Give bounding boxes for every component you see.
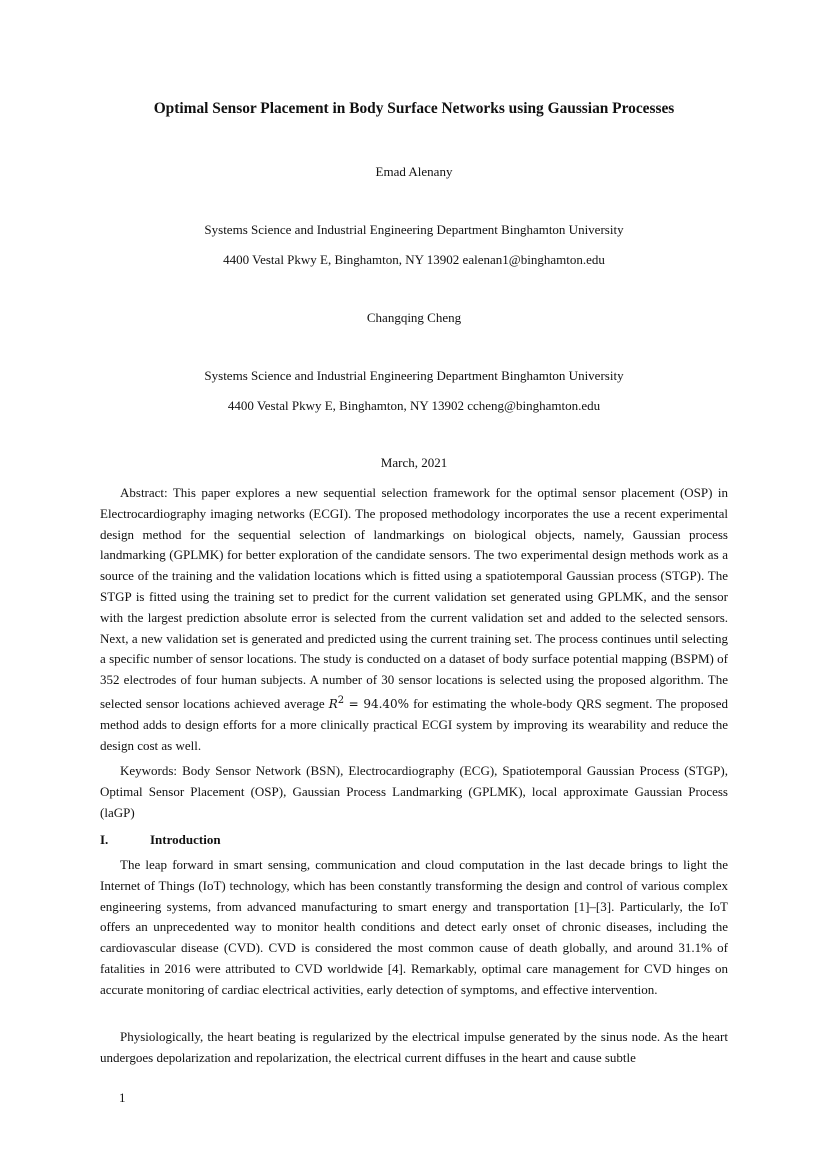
section-number: I. (100, 832, 109, 847)
author-name-1: Emad Alenany (375, 164, 453, 179)
math-symbol: R (328, 696, 338, 711)
section-title: Introduction (150, 832, 221, 847)
page-number: 1 (119, 1090, 126, 1105)
intro-paragraph-1: The leap forward in smart sensing, communication and cloud computation in the last decade brings to light the Internet of Things (IoT) technology, which has been constantly transforming the design and control of various complex engineering systems, from advanced manufacturing to smart energy and transportation [1]–[3]. Particularly, the IoT offers an unprecedented way to monitor health conditions and detect early onset of chronic diseases, including the cardiovascular disease (CVD). CVD is considered the most common cause of death globally, and around 31.1% of fatalities in 2016 were attributed to CVD worldwide [4]. Remarkably, optimal care management for CVD hinges on accurate monitoring of cardiac electrical activities, early detection of symptoms, and effective intervention. (100, 857, 728, 997)
author-address-1: 4400 Vestal Pkwy E, Binghamton, NY 13902 ealenan1@binghamton.edu (223, 252, 605, 267)
r-squared-formula (328, 694, 410, 711)
section-heading (100, 832, 728, 848)
abstract-paragraph (100, 483, 728, 756)
author-affiliation-2: Systems Science and Industrial Engineering Department Binghamton University (204, 368, 624, 383)
author-name-2: Changqing Cheng (366, 310, 462, 325)
publication-date: March, 2021 (380, 455, 448, 470)
abstract-text-start: Abstract: This paper explores a new sequential selection framework for the optimal sensor placement (OSP) in Electrocardiography imaging networks (ECGI). The proposed methodology incorporates the use a recent experimental design method for the sequential selection of landmarkings on biological objects, namely, Gaussian process landmarking (GPLMK) for better exploration of the candidate sensors. The two experimental design methods work as a source of the training and the validation locations which is fitted using a spatiotemporal Gaussian process (STGP). The STGP is fitted using the training set to predict for the current validation set generated using GPLMK, and the sensor with the largest prediction absolute error is selected from the current validation set and added to the selected sensors. Next, a new validation set is generated and predicted using the current training set. The process continues until selecting a specific number of sensor locations. The study is conducted on a dataset of body surface potential mapping (BSPM) of 352 electrodes of four human subjects. A number of 30 sensor locations is selected using the proposed algorithm. The selected sensor locations achieved average (100, 485, 728, 711)
paper-title: Optimal Sensor Placement in Body Surface Networks using Gaussian Processes (153, 100, 675, 117)
intro-paragraph-2: Physiologically, the heart beating is regularized by the electrical impulse generated by the sinus node. As the heart undergoes depolarization and repolarization, the electrical current diffuses in the heart and cause subtle (100, 1029, 728, 1065)
abstract-text-end: for estimating the whole-body QRS segment. The proposed method adds to design efforts for a more clinically practical ECGI system by improving its wearability and reduce the design cost as well. (100, 695, 728, 753)
math-exponent: 2 (337, 694, 345, 706)
author-address-2: 4400 Vestal Pkwy E, Binghamton, NY 13902 ccheng@binghamton.edu (227, 398, 601, 413)
keywords-paragraph: Keywords: Body Sensor Network (BSN), Electrocardiography (ECG), Spatiotemporal Gaussian Process (STGP), Optimal Sensor Placement (OSP), Gaussian Process Landmarking (GPLMK), local approximate Gaussian Process (laGP) (100, 763, 728, 820)
author-affiliation-1: Systems Science and Industrial Engineering Department Binghamton University (204, 222, 624, 237)
math-value: = 94.40% (344, 696, 410, 711)
